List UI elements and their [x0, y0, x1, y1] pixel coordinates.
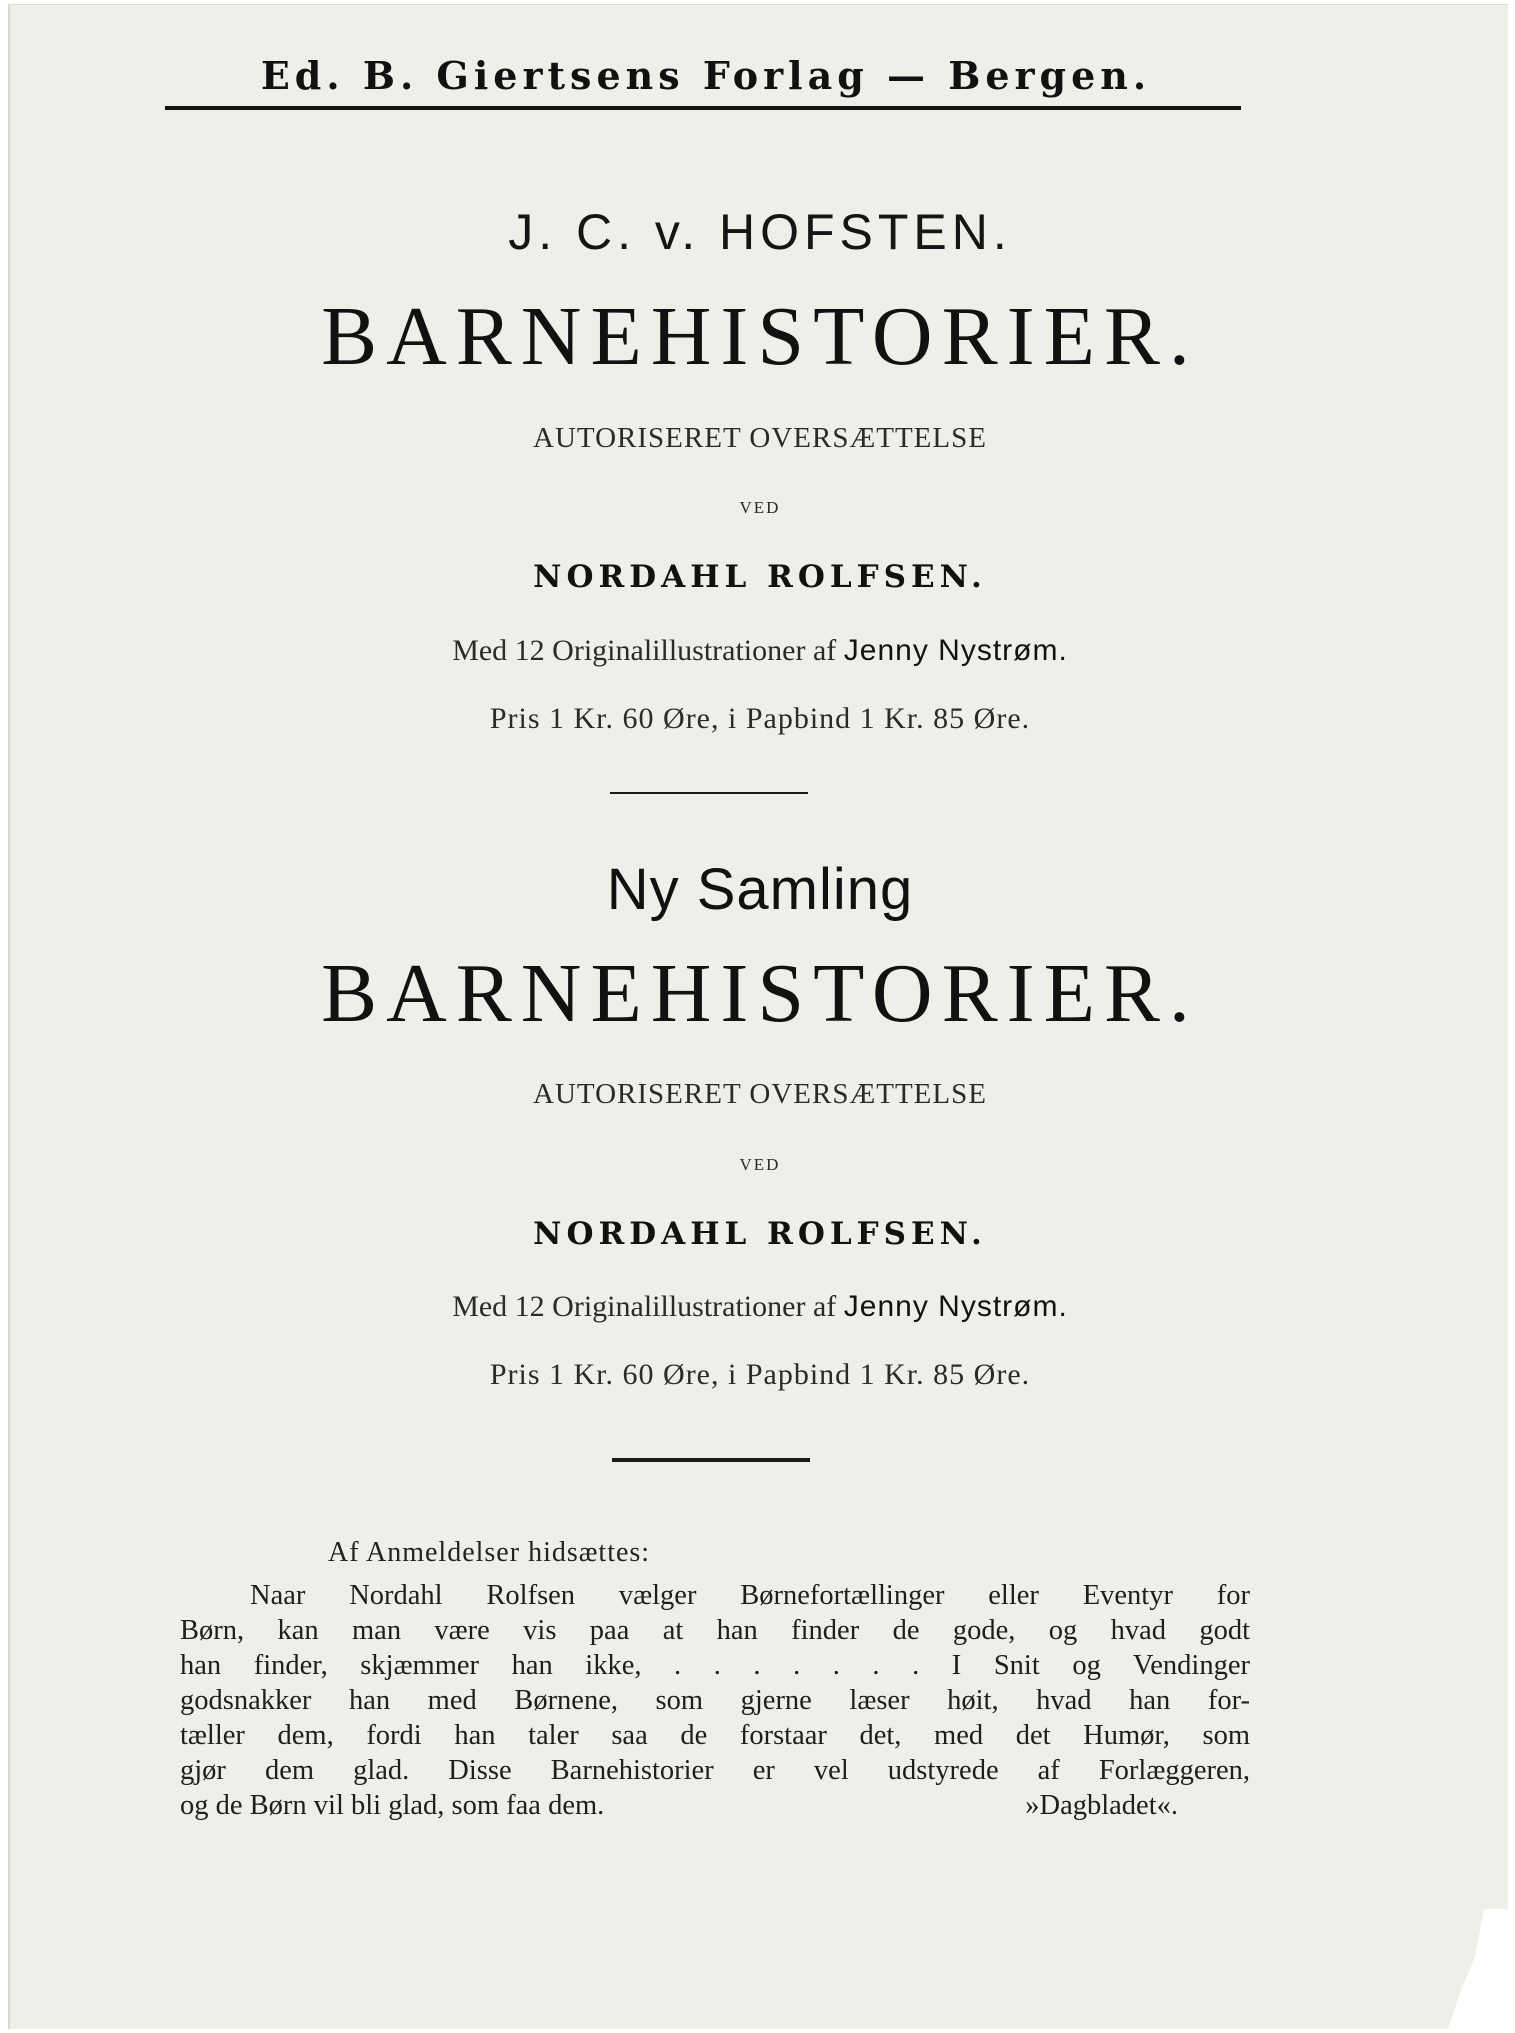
book2-subtitle: AUTORISERET OVERSÆTTELSE [533, 1078, 987, 1110]
section-divider [610, 792, 808, 794]
book2-price: Pris 1 Kr. 60 Øre, i Papbind 1 Kr. 85 Øre. [489, 1358, 1031, 1391]
section-divider-thick [612, 1458, 810, 1462]
book1-subtitle: AUTORISERET OVERSÆTTELSE [533, 422, 987, 454]
book2-illustrations-prefix: Med 12 Originalillustrationer af [452, 1290, 837, 1323]
publisher-header: Ed. B. Giertsens Forlag — Bergen. [260, 53, 1152, 98]
header-rule [165, 106, 1241, 110]
review-line: gjør dem glad. Disse Barnehistorier er vel udstyrede af Forlæggeren, [180, 1755, 1250, 1786]
book1-translator: NORDAHL ROLFSEN. [533, 559, 987, 595]
paper-tear [1448, 1909, 1508, 2029]
page [8, 4, 1508, 2029]
book2-heading: Ny Samling [606, 857, 914, 922]
book1-illustrations-prefix: Med 12 Originalillustrationer af [452, 634, 837, 667]
review-last-line [180, 1788, 1250, 1823]
book2-illustrator: Jenny Nystrøm. [843, 1290, 1068, 1323]
review-text [180, 1578, 1250, 1823]
review-source: »Dagbladet«. [1025, 1790, 1178, 1821]
review-line: han finder, skjæmmer han ikke, . . . . . . . I Snit og Vendinger [180, 1650, 1250, 1681]
reviews-heading: Af Anmeldelser hidsættes: [328, 1537, 651, 1568]
review-line: og de Børn vil bli glad, som faa dem. [180, 1790, 605, 1821]
book1-illustrations [10, 634, 1510, 668]
book2-translator: NORDAHL ROLFSEN. [533, 1216, 987, 1252]
book1-ved: VED [739, 498, 781, 517]
review-line: godsnakker han med Børnene, som gjerne læser høit, hvad han for- [180, 1685, 1250, 1716]
book1-illustrator: Jenny Nystrøm. [843, 634, 1068, 667]
book2-title: BARNEHISTORIER. [321, 947, 1199, 1040]
review-line: Børn, kan man være vis paa at han finder de gode, og hvad godt [180, 1615, 1250, 1646]
book2-illustrations [10, 1290, 1510, 1324]
book2-ved: VED [739, 1155, 781, 1174]
review-line: Naar Nordahl Rolfsen vælger Børnefortællinger eller Eventyr for [250, 1580, 1250, 1611]
book1-price: Pris 1 Kr. 60 Øre, i Papbind 1 Kr. 85 Øre. [489, 702, 1031, 735]
review-line: tæller dem, fordi han taler saa de forstaar det, med det Humør, som [180, 1720, 1250, 1751]
author-name: J. C. v. HOFSTEN. [508, 204, 1012, 260]
book1-title: BARNEHISTORIER. [321, 290, 1199, 383]
